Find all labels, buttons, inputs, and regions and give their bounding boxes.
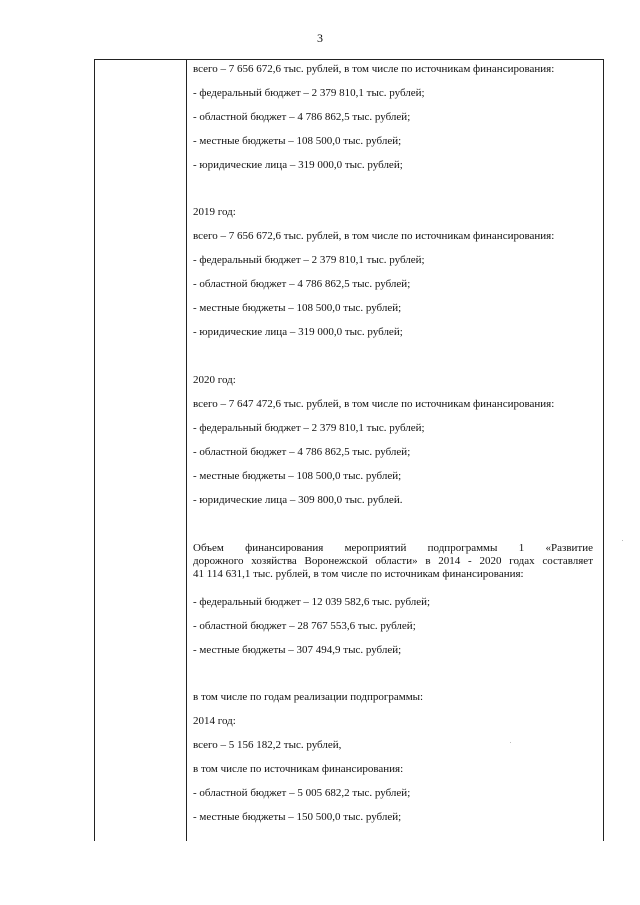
regional-2019-line: - областной бюджет – 4 786 862,5 тыс. рублей; [193, 278, 411, 290]
total-2020-line: всего – 7 647 472,6 тыс. рублей, в том числе по источникам финансирования: [193, 398, 555, 410]
legal-2020-line: - юридические лица – 309 800,0 тыс. рублей. [193, 494, 403, 506]
page-number: 3 [317, 31, 323, 45]
local-2018-line: - местные бюджеты – 108 500,0 тыс. рублей; [193, 135, 402, 147]
subprogram-funding-paragraph [193, 542, 593, 581]
federal-total-line: - федеральный бюджет – 12 039 582,6 тыс. рублей; [193, 596, 431, 608]
legal-2018-line: - юридические лица – 319 000,0 тыс. рублей; [193, 159, 403, 171]
year-2019-heading: 2019 год: [193, 206, 236, 218]
total-2014-line: всего – 5 156 182,2 тыс. рублей, [193, 739, 342, 751]
regional-total-line: - областной бюджет – 28 767 553,6 тыс. рублей; [193, 620, 416, 632]
local-2014-line: - местные бюджеты – 150 500,0 тыс. рублей; [193, 811, 402, 823]
local-2020-line: - местные бюджеты – 108 500,0 тыс. рублей; [193, 470, 402, 482]
federal-2020-line: - федеральный бюджет – 2 379 810,1 тыс. рублей; [193, 422, 425, 434]
table-column-divider [186, 59, 187, 841]
regional-2018-line: - областной бюджет – 4 786 862,5 тыс. рублей; [193, 111, 411, 123]
scan-speck [622, 540, 623, 541]
sources-2014-line: в том числе по источникам финансирования: [193, 763, 404, 775]
paragraph-line: Объем финансирования мероприятий подпрограммы 1 «Развитие [193, 542, 593, 554]
paragraph-line: дорожного хозяйства Воронежской области» в 2014 - 2020 годах составляет [193, 555, 593, 567]
total-2018-line: всего – 7 656 672,6 тыс. рублей, в том числе по источникам финансирования: [193, 63, 555, 75]
year-2020-heading: 2020 год: [193, 374, 236, 386]
federal-2019-line: - федеральный бюджет – 2 379 810,1 тыс. рублей; [193, 254, 425, 266]
federal-2018-line: - федеральный бюджет – 2 379 810,1 тыс. рублей; [193, 87, 425, 99]
local-2019-line: - местные бюджеты – 108 500,0 тыс. рублей; [193, 302, 402, 314]
by-years-heading: в том числе по годам реализации подпрограммы: [193, 691, 424, 703]
regional-2014-line: - областной бюджет – 5 005 682,2 тыс. рублей; [193, 787, 411, 799]
legal-2019-line: - юридические лица – 319 000,0 тыс. рублей; [193, 326, 403, 338]
scan-speck [510, 742, 511, 743]
paragraph-line: 41 114 631,1 тыс. рублей, в том числе по источникам финансирования: [193, 568, 524, 580]
local-total-line: - местные бюджеты – 307 494,9 тыс. рублей; [193, 644, 402, 656]
regional-2020-line: - областной бюджет – 4 786 862,5 тыс. рублей; [193, 446, 411, 458]
year-2014-heading: 2014 год: [193, 715, 236, 727]
total-2019-line: всего – 7 656 672,6 тыс. рублей, в том числе по источникам финансирования: [193, 230, 555, 242]
